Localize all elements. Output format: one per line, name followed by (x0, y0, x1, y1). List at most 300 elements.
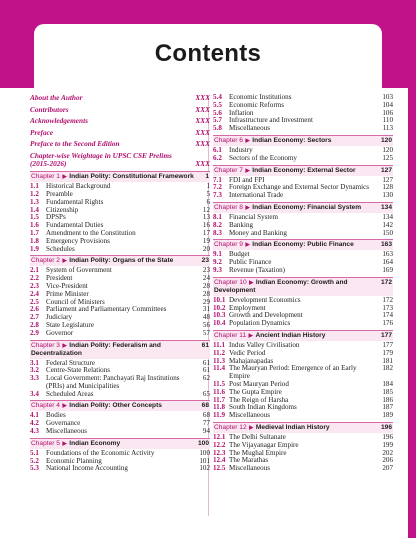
chapter-number: Chapter 8 (214, 203, 243, 211)
section-label: Foreign Exchange and External Sector Dynamics (229, 183, 370, 192)
section-label: Parliament and Parliamentary Committees (46, 305, 167, 314)
section-label: Foundations of the Economic Activity (46, 448, 155, 457)
section-page: 12 (202, 205, 210, 214)
toc-entry[interactable] (213, 192, 393, 200)
section-page: 202 (382, 448, 393, 457)
section-page: 77 (202, 419, 210, 428)
section-page: 31 (202, 305, 210, 314)
chapter-page: 61 (201, 341, 209, 349)
section-page: 120 (382, 145, 393, 154)
page-title: Contents (154, 40, 262, 67)
section-label: Governance (46, 419, 81, 428)
front-matter-label: Acknowledgements (30, 116, 88, 126)
section-number: 5.4 (213, 93, 222, 101)
section-number: 11.1 (213, 340, 226, 349)
front-matter-label: Chapter-wise Weightage in UPSC CSE Prelims (2015-2026) (30, 150, 172, 168)
section-label: Local Government: Panchayati Raj Institutions (PRIs) and Municipalities (46, 374, 180, 390)
front-matter-page: XXX (195, 93, 210, 102)
section-number: 5.5 (213, 100, 222, 109)
section-label: Fundamental Rights (46, 197, 104, 206)
section-number: 8.2 (213, 220, 222, 229)
section-number: 3.3 (30, 374, 39, 383)
front-matter-item[interactable] (30, 140, 210, 148)
chapter-number: Chapter 12 (214, 423, 247, 431)
chevron-right-icon: ▶ (243, 137, 252, 144)
section-number: 10.2 (213, 303, 226, 312)
front-matter-page: XXX (195, 139, 210, 149)
section-number: 8.3 (213, 228, 222, 237)
section-label: Schedules (46, 244, 75, 253)
chapter-number: Chapter 5 (31, 439, 60, 447)
section-page: 187 (382, 403, 393, 412)
section-page: 103 (382, 93, 393, 101)
section-label: Economic Institutions (229, 93, 292, 101)
chapter-title: Indian Economy: Growth and Development (214, 278, 348, 294)
section-label: State Legislature (46, 320, 94, 329)
right-toc-list (213, 94, 393, 473)
section-page: 17 (202, 228, 210, 237)
section-label: Money and Banking (229, 228, 287, 237)
section-label: Sectors of the Economy (229, 153, 297, 162)
front-matter-label: Preface to the Second Edition (30, 139, 120, 149)
section-page: 29 (202, 297, 210, 306)
section-number: 7.3 (213, 191, 222, 200)
front-matter-page: XXX (195, 127, 210, 137)
toc-entry[interactable] (30, 391, 210, 399)
chapter-heading-text (31, 257, 197, 265)
section-label: Vedic Period (229, 348, 266, 357)
section-number: 3.2 (30, 366, 39, 375)
section-label: Financial System (229, 212, 279, 221)
section-label: Inflation (229, 108, 254, 117)
section-label: Centre-State Relations (46, 366, 111, 375)
section-label: Population Dynamics (229, 319, 291, 328)
section-page: 24 (202, 274, 210, 283)
section-label: Post Mauryan Period (229, 379, 289, 388)
section-label: Indus Valley Civilisation (229, 340, 300, 349)
chapter-heading[interactable] (30, 400, 210, 411)
section-label: Miscellaneous (46, 427, 87, 436)
chapter-number: Chapter 3 (31, 341, 60, 349)
section-page: 110 (382, 116, 393, 125)
section-page: 196 (382, 432, 393, 441)
section-number: 5.7 (213, 116, 222, 125)
section-number: 2.1 (30, 266, 39, 275)
section-number: 7.2 (213, 183, 222, 192)
section-label: Bodies (46, 411, 66, 420)
chapter-page: 172 (380, 278, 392, 286)
section-page: 62 (202, 374, 210, 383)
section-label: The Mauryan Period: Emergence of an Early Empire (229, 364, 357, 381)
section-page: 101 (199, 456, 210, 465)
section-page: 5 (206, 189, 210, 198)
section-label: Public Finance (229, 258, 272, 267)
section-label: Mahajanapadas (229, 356, 274, 365)
toc-entry[interactable] (213, 320, 393, 328)
section-number: 12.4 (213, 456, 226, 465)
section-page: 182 (382, 364, 393, 373)
section-number: 11.8 (213, 403, 226, 412)
chapter-title: Indian Economy: External Sector (252, 166, 356, 174)
section-page: 13 (202, 213, 210, 222)
chapter-page: 163 (380, 241, 392, 249)
front-matter-item[interactable] (30, 129, 210, 137)
chevron-right-icon: ▶ (247, 424, 255, 431)
section-label: The Gupta Empire (229, 387, 282, 396)
section-label: Budget (229, 250, 250, 259)
front-matter-item[interactable] (30, 106, 210, 114)
section-label: The Mughal Empire (229, 448, 287, 457)
right-accent-bar (408, 88, 416, 538)
chevron-right-icon: ▶ (247, 279, 255, 286)
section-label: President (46, 274, 73, 283)
section-number: 5.1 (30, 448, 39, 457)
chapter-heading-text (214, 167, 380, 175)
section-page: 176 (382, 319, 393, 328)
front-matter-item[interactable] (30, 94, 210, 102)
section-number: 9.2 (213, 258, 222, 267)
chapter-number: Chapter 6 (214, 136, 243, 144)
chapter-title: Ancient Indian History (255, 331, 326, 339)
section-page: 150 (382, 228, 393, 237)
toc-entry[interactable] (30, 465, 210, 473)
front-matter-item[interactable] (30, 152, 210, 167)
chapter-heading[interactable] (30, 438, 210, 449)
section-number: 10.1 (213, 295, 226, 304)
section-page: 57 (202, 328, 210, 337)
section-label: Federal Structure (46, 358, 96, 367)
toc-left-column (30, 94, 210, 473)
section-number: 2.3 (30, 281, 39, 290)
chapter-heading-text (31, 402, 197, 410)
section-page: 125 (382, 153, 393, 162)
section-page: 28 (202, 289, 210, 298)
section-number: 2.2 (30, 274, 39, 283)
section-number: 11.5 (213, 379, 226, 388)
section-number: 9.1 (213, 250, 222, 259)
toc-entry[interactable] (30, 428, 210, 436)
section-number: 10.3 (213, 311, 226, 320)
chapter-heading[interactable] (30, 340, 210, 359)
section-page: 19 (202, 236, 210, 245)
section-page: 207 (382, 464, 393, 473)
section-label: Industry (229, 145, 253, 154)
chapter-title: Indian Polity: Other Concepts (69, 402, 162, 410)
section-number: 1.5 (30, 213, 39, 222)
section-label: South Indian Kingdoms (229, 403, 297, 412)
section-page: 179 (382, 348, 393, 357)
section-number: 4.3 (30, 427, 39, 436)
section-label: Development Economics (229, 295, 301, 304)
chapter-title: Indian Economy (69, 439, 121, 447)
section-page: 177 (382, 340, 393, 349)
section-page: 61 (202, 366, 210, 375)
section-page: 20 (202, 244, 210, 253)
front-matter-label: About the Author (30, 93, 83, 102)
chapter-heading-text (214, 279, 380, 295)
section-page: 163 (382, 250, 393, 259)
section-number: 11.3 (213, 356, 226, 365)
section-page: 56 (202, 320, 210, 329)
section-number: 11.9 (213, 411, 226, 420)
chapter-page: 23 (201, 257, 209, 265)
section-page: 28 (202, 281, 210, 290)
chevron-right-icon: ▶ (60, 403, 69, 410)
section-number: 11.2 (213, 348, 226, 357)
section-number: 11.4 (213, 364, 226, 373)
chapter-title: Medieval Indian History (255, 423, 330, 431)
chapter-page: 134 (380, 203, 392, 211)
section-number: 9.3 (213, 265, 222, 274)
chapter-heading[interactable] (30, 255, 210, 266)
section-page: 104 (382, 100, 393, 109)
section-number: 1.2 (30, 189, 39, 198)
section-page: 68 (202, 411, 210, 420)
chevron-right-icon: ▶ (243, 167, 252, 174)
section-number: 10.4 (213, 319, 226, 328)
section-label: International Trade (229, 191, 284, 200)
section-label: Governor (46, 328, 74, 337)
section-label: Council of Ministers (46, 297, 105, 306)
chapter-page: 127 (380, 166, 392, 174)
chevron-right-icon: ▶ (60, 342, 69, 349)
section-label: Prime Minister (46, 289, 89, 298)
toc-entry[interactable] (213, 155, 393, 163)
section-label: Judiciary (46, 313, 73, 322)
front-matter-list (30, 94, 210, 167)
section-number: 6.1 (213, 145, 222, 154)
toc-entry[interactable] (30, 375, 210, 391)
section-page: 113 (382, 124, 393, 133)
section-number: 2.7 (30, 313, 39, 322)
title-tab (34, 24, 382, 88)
chapter-heading[interactable] (213, 277, 393, 296)
chapter-title: Indian Economy: Sectors (252, 136, 332, 144)
section-page: 130 (382, 191, 393, 200)
section-number: 11.6 (213, 387, 226, 396)
section-page: 102 (199, 464, 210, 473)
section-page: 206 (382, 456, 393, 465)
chapter-heading-text (214, 241, 380, 249)
front-matter-label: Preface (30, 127, 54, 137)
section-page: 61 (202, 358, 210, 367)
chapter-page: 196 (380, 423, 392, 431)
section-number: 1.8 (30, 236, 39, 245)
toc-entry[interactable] (213, 125, 393, 133)
chevron-right-icon: ▶ (247, 332, 255, 339)
section-number: 1.3 (30, 197, 39, 206)
section-page: 164 (382, 258, 393, 267)
chapter-heading[interactable] (213, 330, 393, 341)
section-page: 199 (382, 440, 393, 449)
chapter-heading[interactable] (213, 165, 393, 176)
section-number: 2.4 (30, 289, 39, 298)
section-page: 16 (202, 221, 210, 230)
section-label: Infrastructure and Investment (229, 116, 313, 125)
section-label: Miscellaneous (229, 124, 270, 133)
front-matter-page: XXX (195, 158, 210, 168)
section-number: 7.1 (213, 175, 222, 184)
toc-entry[interactable] (30, 330, 210, 338)
section-number: 2.6 (30, 305, 39, 314)
chapter-heading-text (31, 440, 197, 448)
section-label: Scheduled Areas (46, 389, 94, 398)
front-matter-item[interactable] (30, 117, 210, 125)
section-label: Economic Reforms (229, 100, 284, 109)
section-number: 11.7 (213, 395, 226, 404)
chapter-page: 68 (201, 402, 209, 410)
section-label: The Vijayanagar Empire (229, 440, 299, 449)
toc-entry[interactable] (213, 365, 393, 381)
section-page: 106 (382, 108, 393, 117)
chapter-heading[interactable] (30, 171, 210, 182)
chapter-page: 177 (380, 331, 392, 339)
chapter-title: Indian Economy: Public Finance (252, 241, 354, 249)
section-number: 1.9 (30, 244, 39, 253)
toc-right-column (213, 94, 393, 473)
section-number: 4.1 (30, 411, 39, 420)
section-number: 8.1 (213, 212, 222, 221)
chapter-heading[interactable] (213, 422, 393, 433)
chapter-number: Chapter 9 (214, 241, 243, 249)
chapter-number: Chapter 4 (31, 402, 60, 410)
chapter-heading-text (31, 173, 197, 181)
chevron-right-icon: ▶ (60, 258, 69, 265)
chapter-number: Chapter 7 (214, 166, 243, 174)
section-number: 12.5 (213, 464, 226, 473)
toc-entry[interactable] (213, 230, 393, 238)
section-number: 2.5 (30, 297, 39, 306)
section-label: Miscellaneous (229, 464, 270, 473)
chapter-number: Chapter 1 (31, 173, 60, 181)
section-page: 184 (382, 379, 393, 388)
section-page: 48 (202, 313, 210, 322)
section-label: Growth and Development (229, 311, 303, 320)
chapter-number: Chapter 10 (214, 278, 247, 286)
chapter-page: 1 (205, 173, 209, 181)
section-page: 169 (382, 265, 393, 274)
section-label: The Reign of Harsha (229, 395, 289, 404)
section-label: Miscellaneous (229, 411, 270, 420)
section-page: 1 (206, 182, 210, 191)
section-page: 23 (202, 266, 210, 275)
chapter-heading[interactable] (213, 239, 393, 250)
chapter-title: Indian Polity: Federalism and Decentralization (31, 341, 161, 357)
section-label: Citizenship (46, 205, 79, 214)
section-page: 142 (382, 220, 393, 229)
section-label: Banking (229, 220, 254, 229)
left-toc-list (30, 171, 210, 473)
chapter-heading-text (214, 137, 380, 145)
chapter-title: Indian Polity: Organs of the State (69, 257, 174, 265)
toc-entry[interactable] (30, 246, 210, 254)
section-label: The Delhi Sultanate (229, 432, 286, 441)
section-number: 2.9 (30, 328, 39, 337)
toc-entry[interactable] (213, 465, 393, 473)
section-page: 100 (199, 448, 210, 457)
section-number: 2.8 (30, 320, 39, 329)
section-number: 12.2 (213, 440, 226, 449)
chapter-title: Indian Polity: Constitutional Framework (69, 173, 194, 181)
section-page: 65 (202, 389, 210, 398)
section-label: Employment (229, 303, 266, 312)
section-page: 173 (382, 303, 393, 312)
section-number: 3.1 (30, 358, 39, 367)
chevron-right-icon: ▶ (60, 440, 69, 447)
section-number: 5.6 (213, 108, 222, 117)
section-label: National Income Accounting (46, 464, 128, 473)
section-label: Fundamental Duties (46, 221, 104, 230)
chapter-title: Indian Economy: Financial System (252, 203, 362, 211)
chapter-page: 120 (380, 136, 392, 144)
section-number: 4.2 (30, 419, 39, 428)
section-label: Historical Background (46, 182, 111, 191)
section-page: 174 (382, 311, 393, 320)
chevron-right-icon: ▶ (243, 204, 252, 211)
section-label: Revenue (Taxation) (229, 265, 286, 274)
chapter-heading[interactable] (213, 135, 393, 146)
section-label: FDI and FPI (229, 175, 265, 184)
section-number: 5.2 (30, 456, 39, 465)
toc-entry[interactable] (213, 412, 393, 420)
section-label: DPSPs (46, 213, 66, 222)
section-label: Vice-President (46, 281, 88, 290)
section-label: Amendment to the Constitution (46, 228, 136, 237)
section-page: 134 (382, 212, 393, 221)
section-page: 94 (202, 427, 210, 436)
page-header-band (0, 0, 416, 88)
chevron-right-icon: ▶ (243, 242, 252, 249)
chevron-right-icon: ▶ (60, 174, 69, 181)
section-label: Preamble (46, 189, 73, 198)
chapter-heading-text (214, 204, 380, 212)
chapter-heading[interactable] (213, 202, 393, 213)
chapter-number: Chapter 2 (31, 257, 60, 265)
section-number: 12.1 (213, 432, 226, 441)
section-number: 5.8 (213, 124, 222, 133)
chapter-number: Chapter 11 (214, 331, 247, 339)
section-page: 186 (382, 395, 393, 404)
chapter-heading-text (214, 332, 380, 340)
section-label: The Marathas (229, 456, 269, 465)
front-matter-page: XXX (195, 116, 210, 126)
section-number: 6.2 (213, 153, 222, 162)
section-label: Emergency Provisions (46, 236, 110, 245)
section-number: 3.4 (30, 389, 39, 398)
section-page: 127 (382, 175, 393, 184)
front-matter-label: Contributors (30, 104, 69, 114)
section-number: 1.6 (30, 221, 39, 230)
section-label: Economic Planning (46, 456, 102, 465)
section-page: 189 (382, 411, 393, 420)
section-number: 5.3 (30, 464, 39, 473)
section-number: 12.3 (213, 448, 226, 457)
section-page: 172 (382, 295, 393, 304)
toc-entry[interactable] (213, 267, 393, 275)
front-matter-page: XXX (195, 104, 210, 114)
section-page: 128 (382, 183, 393, 192)
section-page: 181 (382, 356, 393, 365)
chapter-heading-text (31, 342, 197, 358)
section-number: 1.4 (30, 205, 39, 214)
section-label: System of Government (46, 266, 112, 275)
chapter-heading-text (214, 424, 380, 432)
section-page: 185 (382, 387, 393, 396)
section-number: 1.1 (30, 182, 39, 191)
section-page: 6 (206, 197, 210, 206)
chapter-page: 100 (197, 439, 209, 447)
section-number: 1.7 (30, 228, 39, 237)
